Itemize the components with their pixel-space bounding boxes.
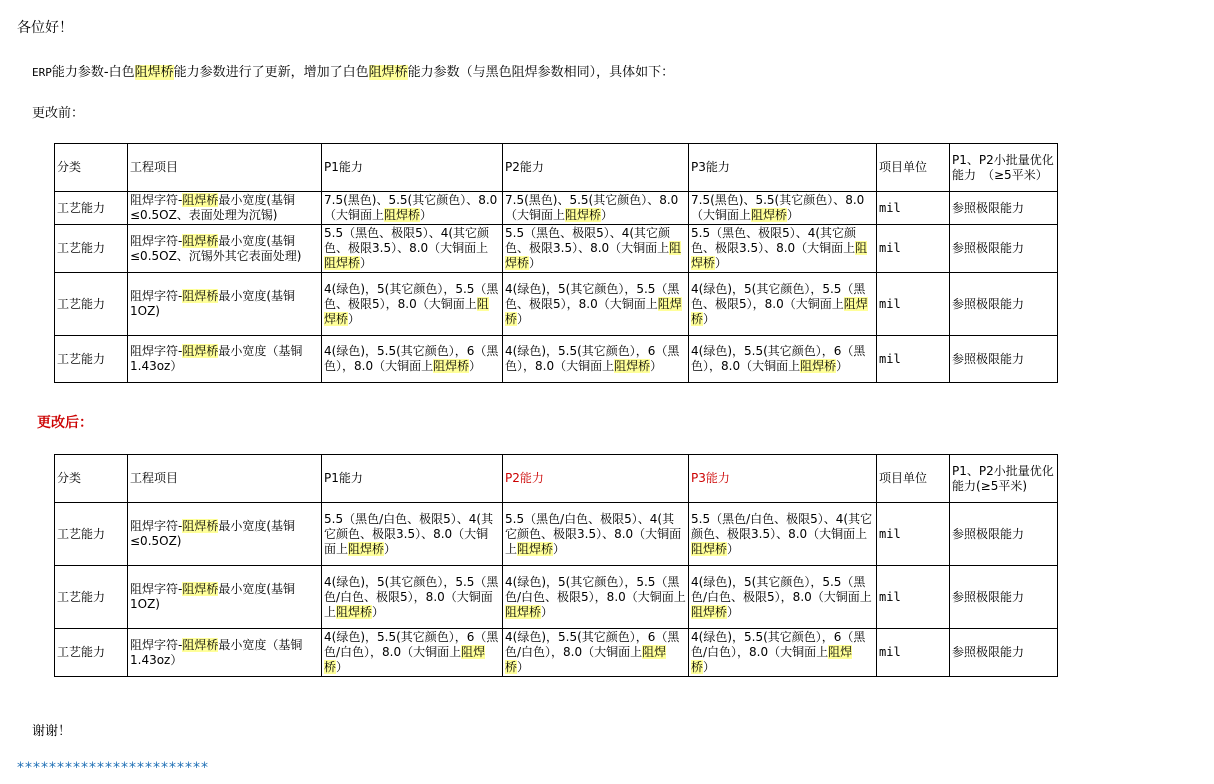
header-cell: 项目单位 [877,144,950,192]
header-cell: 分类 [55,144,128,192]
table-row [55,336,1058,383]
cell-small: 参照极限能力 [950,629,1058,677]
intro-text-2: 能力参数进行了更新，增加了白色 [173,65,369,80]
highlight-term: 阻焊桥 [517,541,554,556]
highlight-term: 阻焊桥 [565,208,602,222]
cell-item: 阻焊字符-阻焊桥最小宽度(基铜≤0.5OZ、沉锡外其它表面处理) [128,225,322,273]
cell-p2: 4(绿色)，5(其它颜色），5.5（黑色/白色、极限5），8.0（大铜面上阻焊桥） [503,566,689,629]
header-cell: P1、P2小批量优化能力(≥5平米) [950,455,1058,503]
thanks-text: 谢谢！ [32,724,72,739]
cell-cat: 工艺能力 [55,225,128,273]
table-row [55,629,1058,677]
highlight-term: 阻焊桥 [324,256,361,270]
table-row [55,566,1058,629]
header-cell: 工程项目 [128,455,322,503]
signature-stars: ************************ [17,760,209,776]
highlight-term: 阻焊桥 [751,208,788,222]
cell-small: 参照极限能力 [950,566,1058,629]
before-label: 更改前： [32,106,85,121]
header-cell: P1、P2小批量优化能力 （≥5平米） [950,144,1058,192]
intro-text-1: 能力参数-白色 [51,65,135,80]
cell-p3: 4(绿色)，5.5(其它颜色），6（黑色），8.0（大铜面上阻焊桥） [689,336,877,383]
cell-p1: 4(绿色)，5.5(其它颜色），6（黑色/白色），8.0（大铜面上阻焊桥） [322,629,503,677]
header-cell: P3能力 [689,144,877,192]
cell-p3: 4(绿色)，5(其它颜色），5.5（黑色/白色、极限5），8.0（大铜面上阻焊桥） [689,566,877,629]
cell-p2: 4(绿色)，5.5(其它颜色），6（黑色/白色），8.0（大铜面上阻焊桥） [503,629,689,677]
cell-cat: 工艺能力 [55,273,128,336]
cell-unit: mil [877,225,950,273]
header-cell: 项目单位 [877,455,950,503]
cell-p1: 7.5(黑色)、5.5(其它颜色）、8.0（大铜面上阻焊桥） [322,192,503,225]
highlight-term: 阻焊桥 [691,645,853,674]
highlight-term: 阻焊桥 [182,233,219,248]
cell-unit: mil [877,336,950,383]
highlight-term: 阻焊桥 [691,296,868,326]
highlight-term: 阻焊桥 [505,604,542,619]
header-cell: P3能力 [689,455,877,503]
cell-cat: 工艺能力 [55,503,128,566]
cell-p3: 5.5（黑色、极限5）、4(其它颜色、极限3.5）、8.0（大铜面上阻焊桥） [689,225,877,273]
cell-small: 参照极限能力 [950,225,1058,273]
highlight-term: 阻焊桥 [182,519,219,533]
highlight-term: 阻焊桥 [691,241,868,270]
cell-item: 阻焊字符-阻焊桥最小宽度(基铜≤0.5OZ、表面处理为沉锡) [128,192,322,225]
cell-p2: 7.5(黑色)、5.5(其它颜色）、8.0（大铜面上阻焊桥） [503,192,689,225]
greeting: 各位好！ [17,20,73,36]
cell-cat: 工艺能力 [55,629,128,677]
cell-unit: mil [877,629,950,677]
intro-highlight-2: 阻焊桥 [368,65,408,80]
header-cell: 分类 [55,455,128,503]
cell-small: 参照极限能力 [950,503,1058,566]
highlight-term: 阻焊桥 [505,241,682,270]
table-header-row [55,144,1058,192]
cell-p2: 4(绿色)，5(其它颜色），5.5（黑色、极限5），8.0（大铜面上阻焊桥） [503,273,689,336]
header-cell: P2能力 [503,455,689,503]
cell-p1: 5.5（黑色/白色、极限5）、4(其它颜色、极限3.5）、8.0（大铜面上阻焊桥） [322,503,503,566]
highlight-term: 阻焊桥 [614,359,651,373]
intro-erp: ERP [32,66,52,79]
highlight-term: 阻焊桥 [324,645,486,674]
table-after [54,454,1058,677]
cell-item: 阻焊字符-阻焊桥最小宽度(基铜1OZ) [128,566,322,629]
cell-p3: 5.5（黑色/白色、极限5）、4(其它颜色、极限3.5）、8.0（大铜面上阻焊桥） [689,503,877,566]
header-cell: 工程项目 [128,144,322,192]
cell-item: 阻焊字符-阻焊桥最小宽度（基铜1.43oz） [128,336,322,383]
cell-unit: mil [877,273,950,336]
highlight-term: 阻焊桥 [384,208,421,222]
cell-cat: 工艺能力 [55,192,128,225]
highlight-term: 阻焊桥 [182,193,219,207]
highlight-term: 阻焊桥 [182,637,219,652]
cell-p2: 4(绿色)，5.5(其它颜色），6（黑色），8.0（大铜面上阻焊桥） [503,336,689,383]
highlight-term: 阻焊桥 [182,289,219,303]
table-row [55,192,1058,225]
highlight-term: 阻焊桥 [336,604,373,619]
intro-highlight-1: 阻焊桥 [134,65,174,80]
cell-item: 阻焊字符-阻焊桥最小宽度(基铜1OZ) [128,273,322,336]
highlight-term: 阻焊桥 [348,541,385,556]
cell-small: 参照极限能力 [950,336,1058,383]
intro-paragraph [32,61,674,80]
header-cell: P1能力 [322,455,503,503]
highlight-term: 阻焊桥 [182,344,219,358]
highlight-term: 阻焊桥 [505,645,667,674]
cell-p1: 4(绿色)，5(其它颜色），5.5（黑色/白色、极限5），8.0（大铜面上阻焊桥） [322,566,503,629]
cell-small: 参照极限能力 [950,273,1058,336]
after-label: 更改后： [37,415,93,431]
header-cell: P1能力 [322,144,503,192]
highlight-term: 阻焊桥 [182,582,219,596]
cell-small: 参照极限能力 [950,192,1058,225]
cell-unit: mil [877,503,950,566]
highlight-term: 阻焊桥 [691,541,728,556]
highlight-term: 阻焊桥 [691,604,728,619]
cell-unit: mil [877,192,950,225]
header-cell: P2能力 [503,144,689,192]
cell-cat: 工艺能力 [55,566,128,629]
table-row [55,225,1058,273]
cell-item: 阻焊字符-阻焊桥最小宽度（基铜1.43oz） [128,629,322,677]
intro-text-3: 能力参数（与黑色阻焊参数相同），具体如下： [407,65,675,80]
cell-p2: 5.5（黑色/白色、极限5）、4(其它颜色、极限3.5）、8.0（大铜面上阻焊桥） [503,503,689,566]
cell-item: 阻焊字符-阻焊桥最小宽度(基铜≤0.5OZ) [128,503,322,566]
table-row [55,503,1058,566]
cell-p3: 4(绿色)，5.5(其它颜色），6（黑色/白色），8.0（大铜面上阻焊桥） [689,629,877,677]
highlight-term: 阻焊桥 [505,296,682,326]
cell-p1: 5.5（黑色、极限5）、4(其它颜色、极限3.5）、8.0（大铜面上阻焊桥） [322,225,503,273]
cell-p1: 4(绿色)，5.5(其它颜色），6（黑色），8.0（大铜面上阻焊桥） [322,336,503,383]
cell-p3: 4(绿色)，5(其它颜色），5.5（黑色、极限5），8.0（大铜面上阻焊桥） [689,273,877,336]
cell-p2: 5.5（黑色、极限5）、4(其它颜色、极限3.5）、8.0（大铜面上阻焊桥） [503,225,689,273]
table-before [54,143,1058,383]
highlight-term: 阻焊桥 [800,359,837,373]
cell-unit: mil [877,566,950,629]
table-header-row [55,455,1058,503]
highlight-term: 阻焊桥 [324,296,489,326]
table-row [55,273,1058,336]
cell-cat: 工艺能力 [55,336,128,383]
cell-p1: 4(绿色)，5(其它颜色），5.5（黑色、极限5），8.0（大铜面上阻焊桥） [322,273,503,336]
cell-p3: 7.5(黑色)、5.5(其它颜色）、8.0（大铜面上阻焊桥） [689,192,877,225]
highlight-term: 阻焊桥 [433,359,470,373]
